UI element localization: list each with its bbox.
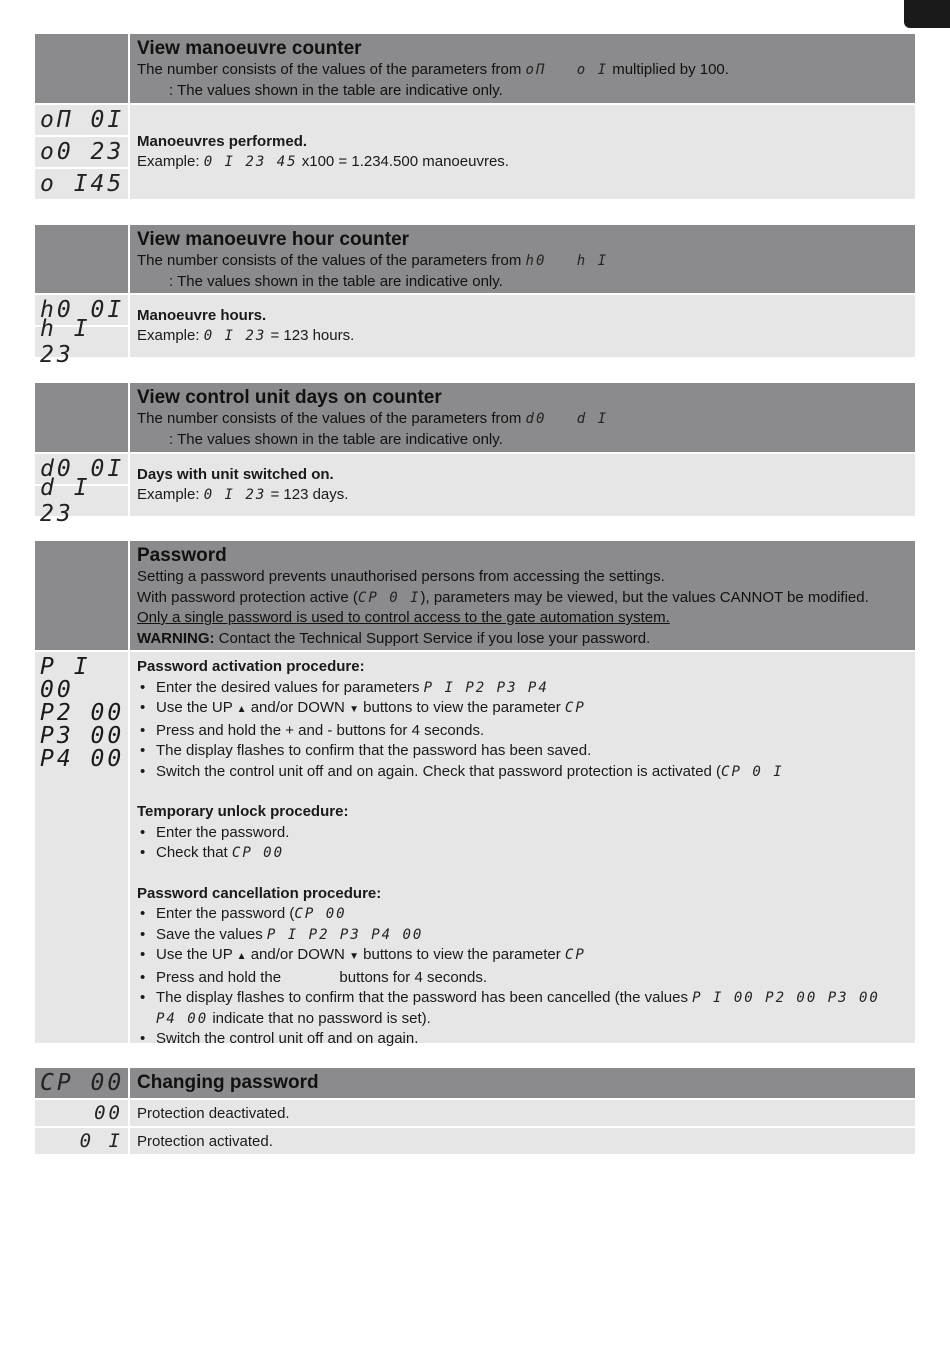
password-parameter-codes xyxy=(35,652,128,1043)
days-on-counter-section xyxy=(35,383,915,527)
parameter-code: oΠ 0I xyxy=(35,105,128,135)
value-code: 00 xyxy=(35,1100,128,1126)
password-intro: Setting a password prevents unauthorised persons from accessing the settings. xyxy=(137,568,665,585)
list-item: • Enter the password. xyxy=(137,823,908,844)
down-arrow-icon: ▼ xyxy=(349,951,359,962)
list-item: • Save the values P I P2 P3 P4 00 xyxy=(137,925,908,946)
section-title: Changing password xyxy=(130,1068,915,1098)
value-description: Protection deactivated. xyxy=(130,1100,915,1126)
body-heading: Manoeuvres performed. xyxy=(137,132,308,150)
list-item: • Use the UP ▲ and/or DOWN ▼ buttons to view the parameter CP xyxy=(137,698,908,721)
header-text-cell xyxy=(130,225,915,293)
parameter-code: o0 23 xyxy=(35,137,128,167)
cancellation-heading: Password cancellation procedure: xyxy=(137,884,382,902)
section-body xyxy=(130,454,915,516)
down-arrow-icon: ▼ xyxy=(349,704,359,715)
table-row xyxy=(35,1100,915,1126)
section-body xyxy=(130,105,915,199)
up-arrow-icon: ▲ xyxy=(236,704,247,715)
up-arrow-icon: ▲ xyxy=(236,951,247,962)
parameter-code: d0 0I xyxy=(35,454,128,484)
parameter-code: CP 00 xyxy=(40,1070,125,1096)
section-note: : The values shown in the table are indicative only. xyxy=(169,81,503,99)
changing-password-section xyxy=(35,1068,915,1154)
activation-heading: Password activation procedure: xyxy=(137,658,365,675)
cancellation-list xyxy=(137,904,908,1050)
section-body xyxy=(130,295,915,357)
list-item: • The display flashes to confirm that the password has been saved. xyxy=(137,741,908,762)
section-title: View manoeuvre counter xyxy=(137,38,362,59)
password-procedures xyxy=(130,652,915,1047)
manoeuvre-counter-section xyxy=(35,34,915,199)
list-item: • Press and hold the buttons for 4 seconds. xyxy=(137,968,908,989)
body-example: Example: 0 I 23 45 x100 = 1.234.500 manoeuvres. xyxy=(137,153,509,170)
section-description: The number consists of the values of the parameters from d0 d I xyxy=(137,410,609,427)
password-section xyxy=(35,541,915,1047)
section-title: View manoeuvre hour counter xyxy=(137,229,410,250)
section-title: Password xyxy=(137,545,227,566)
value-description: Protection activated. xyxy=(130,1128,915,1154)
header-text-cell xyxy=(130,541,915,650)
list-item: • Check that CP 00 xyxy=(137,843,908,864)
page-corner-tab xyxy=(904,0,950,28)
list-item: • Press and hold the + and - buttons for 4 seconds. xyxy=(137,721,908,742)
list-item: • Enter the desired values for parameters P I P2 P3 P4 xyxy=(137,678,908,699)
password-warning: WARNING: Contact the Technical Support Service if you lose your password. xyxy=(137,629,651,647)
password-single-note: Only a single password is used to control access to the gate automation system. xyxy=(137,609,670,626)
body-example: Example: 0 I 23 = 123 days. xyxy=(137,486,349,503)
parameter-code: P2 00 xyxy=(40,700,125,726)
list-item: • Switch the control unit off and on again. Check that password protection is activated (CP 0 I xyxy=(137,762,908,783)
header-code-cell xyxy=(35,1068,128,1098)
parameter-code: o I45 xyxy=(35,169,128,199)
section-description: The number consists of the values of the parameters from h0 h I xyxy=(137,252,609,269)
header-code-cell xyxy=(35,383,128,452)
body-heading: Days with unit switched on. xyxy=(137,465,334,483)
activation-list xyxy=(137,678,908,783)
header-code-cell xyxy=(35,225,128,293)
header-text-cell xyxy=(130,383,915,452)
list-item: • Switch the control unit off and on again. xyxy=(137,1029,908,1050)
parameter-code: P I 00 xyxy=(40,654,91,703)
section-title: View control unit days on counter xyxy=(137,387,442,408)
body-heading: Manoeuvre hours. xyxy=(137,306,267,324)
header-code-cell xyxy=(35,541,128,650)
password-protection-info: With password protection active (CP 0 I), parameters may be viewed, but the values CANNOT be modified. xyxy=(137,588,869,606)
header-code-cell xyxy=(35,34,128,103)
parameter-code: P4 00 xyxy=(40,746,125,772)
list-item: • Use the UP ▲ and/or DOWN ▼ buttons to view the parameter CP xyxy=(137,945,908,968)
temporary-heading: Temporary unlock procedure: xyxy=(137,803,349,820)
list-item: • The display flashes to confirm that the password has been cancelled (the values P I 00 P2 00 P3 00 P4 00 indicate that no password is set). xyxy=(137,988,908,1029)
body-example: Example: 0 I 23 = 123 hours. xyxy=(137,327,355,344)
section-note: : The values shown in the table are indicative only. xyxy=(169,430,503,448)
parameter-code: d I 23 xyxy=(35,486,128,516)
parameter-code: h0 0I xyxy=(35,295,128,325)
temporary-list xyxy=(137,823,908,864)
parameter-code: P3 00 xyxy=(40,723,125,749)
section-note: : The values shown in the table are indicative only. xyxy=(169,272,503,290)
value-code: 0 I xyxy=(35,1128,128,1154)
table-row xyxy=(35,1128,915,1154)
parameter-code: h I 23 xyxy=(35,327,128,357)
list-item: • Enter the password (CP 00 xyxy=(137,904,908,925)
hour-counter-section xyxy=(35,225,915,368)
section-description: The number consists of the values of the parameters from oΠ o I multiplied by 100. xyxy=(137,61,729,78)
header-text-cell xyxy=(130,34,915,103)
